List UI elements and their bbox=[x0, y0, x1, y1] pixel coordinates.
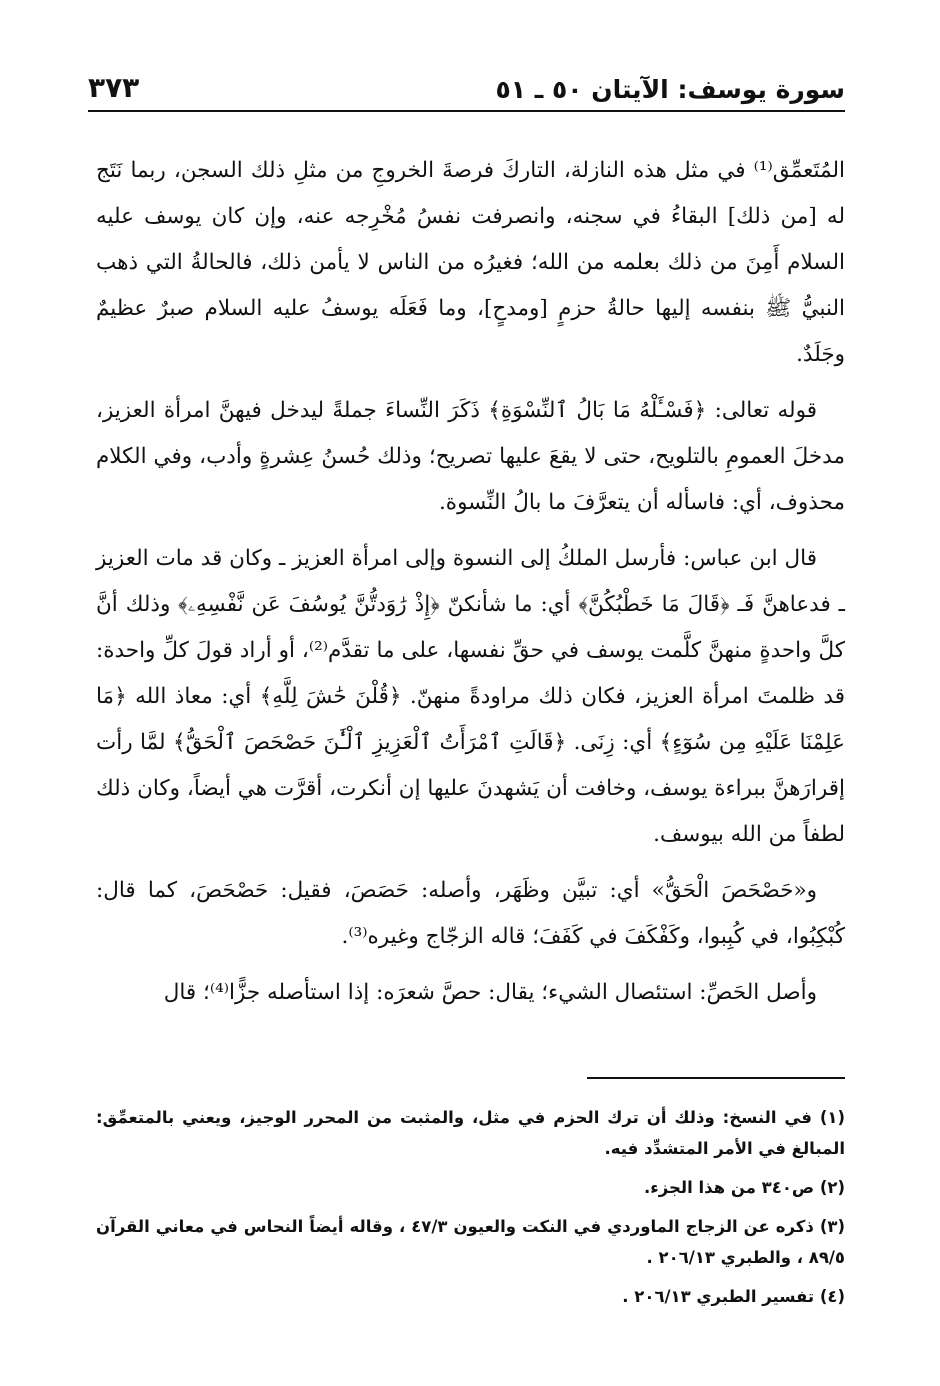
paragraph: المُتَعمِّق⁽¹⁾ في مثل هذه النازلة، التاركَ فرصةَ الخروجِ من مثلِ ذلك السجن، ربما نَتَج له [من ذلك] البقاءُ في سجنه، وانصرفت نفسُ مُخْرِجه عنه، وإن كان يوسف عليه السلام أَمِنَ من ذلك بعلمه من الله؛ فغيرُه من الناس لا يأمن ذلك، فالحالةُ التي ذهب النبيُّ ﷺ بنفسه إليها حالةُ حزمٍ [ومدحٍ]، وما فَعَلَه يوسفُ عليه السلام صبرٌ عظيمٌ وجَلَدٌ. bbox=[96, 158, 845, 367]
footnote: (١) في النسخ: وذلك أن ترك الحزم في مثل، والمثبت من المحرر الوجيز، ويعني بالمتعمِّق: المبالغ في الأمر المتشدِّد فيه. bbox=[96, 1108, 845, 1158]
footnote: (٤) تفسير الطبري ٢٠٦/١٣ . bbox=[622, 1287, 845, 1306]
footnote: (٢) ص٣٤٠ من هذا الجزء. bbox=[644, 1178, 845, 1197]
paragraph: قوله تعالى: ﴿فَسْـَٔلْهُ مَا بَالُ ٱلنِّسْوَةِ﴾ ذَكَرَ النِّساءَ جملةً ليدخل فيهنَّ امرأة العزيز، مدخلَ العمومِ بالتلويح، حتى لا يقعَ عليها تصريح؛ وذلك حُسنُ عِشرةٍ وأدب، وفي الكلام محذوف، أي: فاسأله أن يتعرَّفَ ما بالُ النِّسوة. bbox=[96, 398, 845, 515]
page-number: ٣٧٣ bbox=[88, 71, 140, 104]
running-title: سورة يوسف: الآيتان ٥٠ ـ ٥١ bbox=[495, 75, 845, 104]
page-header bbox=[88, 62, 845, 112]
footnote-separator bbox=[587, 1077, 845, 1079]
paragraph: و«حَصْحَصَ الْحَقُّ» أي: تبيَّن وظَهَر، وأصله: حَصَصَ، فقيل: حَصْحَصَ، كما قال: كُبْكِبُوا، في كُبِبوا، وكَفْكَفَ في كَفَفَ؛ قاله الزجّاج وغيره⁽³⁾. bbox=[96, 878, 845, 949]
footnotes bbox=[96, 1102, 845, 1320]
paragraph: وأصل الحَصِّ: استئصال الشيء؛ يقال: حصَّ شعرَه: إذا استأصله جزًّا⁽⁴⁾؛ قال bbox=[163, 980, 817, 1005]
footnote: (٣) ذكره عن الزجاج الماوردي في النكت والعيون ٤٧/٣ ، وقاله أيضاً النحاس في معاني القرآن ٨٩/٥ ، والطبري ٢٠٦/١٣ . bbox=[96, 1217, 845, 1267]
main-text bbox=[96, 148, 845, 1026]
paragraph: قال ابن عباس: فأرسل الملكُ إلى النسوة وإلى امرأة العزيز ـ وكان قد مات العزيز ـ فدعاهنَّ فَـ ﴿قَالَ مَا خَطْبُكُنَّ﴾ أي: ما شأنكنّ ﴿إِذْ رَٰوَدتُّنَّ يُوسُفَ عَن نَّفْسِهِۦ﴾ وذلك أنَّ كلَّ واحدةٍ منهنَّ كلَّمت يوسف في حقِّ نفسها، على ما تقدَّم⁽²⁾، أو أراد قولَ كلِّ واحدة: قد ظلمتَ امرأة العزيز، فكان ذلك مراودةً منهنّ. ﴿قُلْنَ حَٰشَ لِلَّهِ﴾ أي: معاذ الله ﴿مَا عَلِمْنَا عَلَيْهِ مِن سُوٓءٍ﴾ أي: زِنَى. ﴿قَالَتِ ٱمْرَأَتُ ٱلْعَزِيزِ ٱلْـَٰٔنَ حَصْحَصَ ٱلْحَقُّ﴾ لمَّا رأت إقرارَهنَّ ببراءة يوسف، وخافت أن يَشهدنَ عليها إن أنكرت، أقرَّت هي أيضاً، وكان ذلك لطفاً من الله بيوسف. bbox=[96, 546, 845, 847]
